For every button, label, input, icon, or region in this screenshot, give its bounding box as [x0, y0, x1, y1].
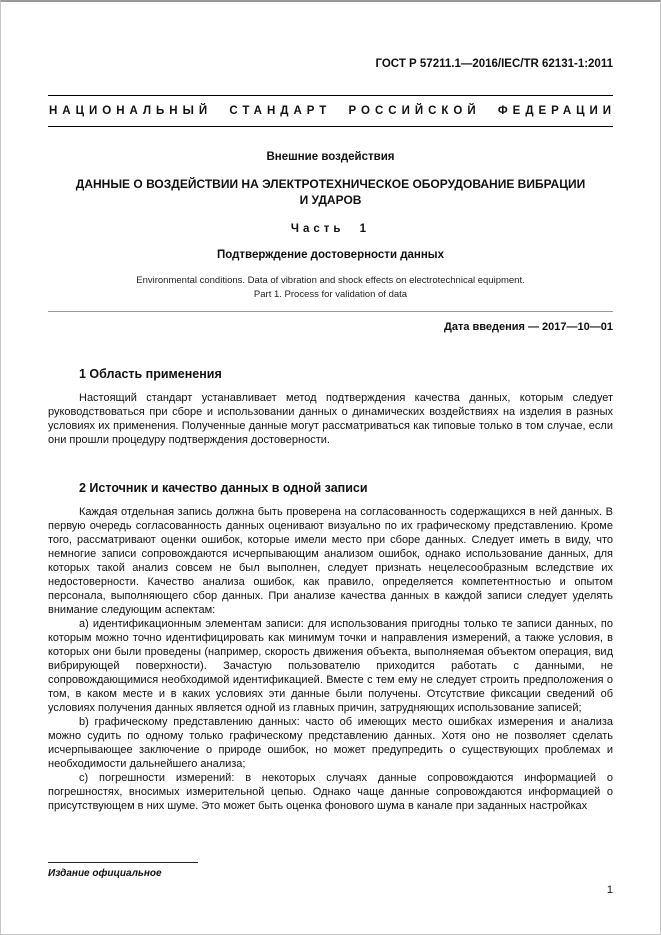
document-subject: Внешние воздействия: [266, 151, 395, 163]
section-1-heading: 1 Область применения: [79, 366, 222, 381]
list-item-a: а) идентификационным элементам записи: для использования пригодны только те записи данных, по которым можно точно идентифицировать как минимум точки и направления измерений, а также условия, в которых они были проведены (например, скорость движения объекта, выполняемая объектом операция, вид вибрирующей поверхности). Зачастую пользователю приходится работать с данными, не сопровождающимися необходимой идентификацией. Вместе с тем ему не следует строить предположения о том, в каком месте и в каких условиях эти данные были получены. Отсутствие фиксации сведений об условиях получения данных является одной из главных причин, затрудняющих использование записей;: [48, 617, 613, 714]
section-2-heading: 2 Источник и качество данных в одной записи: [79, 480, 368, 495]
page-footer: [48, 862, 613, 896]
edition-note: Издание официальное: [48, 868, 162, 879]
english-title: [48, 274, 613, 301]
header-divider: [48, 311, 613, 312]
list-item-c: c) погрешности измерений: в некоторых случаях данные сопровождаются информацией о погрешностях, вносимых измерительной цепью. Однако чаще данные сопровождаются информацией о присутствующем в них шуме. Это может быть оценка фонового шума в канале при заданных настройках: [48, 771, 613, 812]
page-number: 1: [606, 884, 613, 896]
document-part: Часть 1: [290, 223, 371, 236]
national-standard-banner: НАЦИОНАЛЬНЫЙ СТАНДАРТ РОССИЙСКОЙ ФЕДЕРАЦИИ: [48, 95, 613, 127]
list-item-b: b) графическому представлению данных: часто об имеющих место ошибках измерения и анализа можно судить по одному только графическому представлению данных. Хотя оно не позволяет сделать исчерпывающее заключение о природе ошибок, но может предупредить о существующих проблемах и необходимости дальнейшего анализа;: [48, 715, 613, 770]
section-1-paragraph: Настоящий стандарт устанавливает метод подтверждения качества данных, которым следует руководствоваться при сборе и использовании данных о динамических воздействиях на изделия в разных условиях их применения. Полученные данные могут рассматриваться как типовые только в том случае, если они прошли процедуру подтверждения достоверности.: [48, 391, 613, 446]
section-2-paragraph: Каждая отдельная запись должна быть проверена на согласованность содержащихся в ней данных. В первую очередь согласованность данных оценивают визуально по их графическому представлению. Кроме того, рассматривают оценки ошибок, которые имели место при сборе данных. Следует иметь в виду, что немногие записи сопровождаются исчерпывающим анализом ошибок, однако использование данных, для которых такой анализ совсем не был выполнен, следует признать нецелесообразным вследствие их недостоверности. Качество анализа ошибок, как правило, определяется компетентностью и опытом персонала, выполняющего сбор данных. При анализе качества данных в каждой записи следует уделять внимание следующим аспектам:: [48, 505, 613, 616]
english-title-line1: Environmental conditions. Data of vibration and shock effects on electrotechnical equipment.: [136, 275, 525, 287]
document-subtitle: Подтверждение достоверности данных: [216, 249, 445, 262]
standard-code: ГОСТ Р 57211.1—2016/IEC/TR 62131-1:2011: [375, 58, 613, 70]
document-title: ДАННЫЕ О ВОЗДЕЙСТВИИ НА ЭЛЕКТРОТЕХНИЧЕСКОЕ ОБОРУДОВАНИЕ ВИБРАЦИИ И УДАРОВ: [75, 177, 586, 208]
english-title-line2: Part 1. Process for validation of data: [253, 288, 408, 300]
footer-rule: [48, 862, 198, 863]
effective-date: Дата введения — 2017—10—01: [444, 320, 613, 333]
